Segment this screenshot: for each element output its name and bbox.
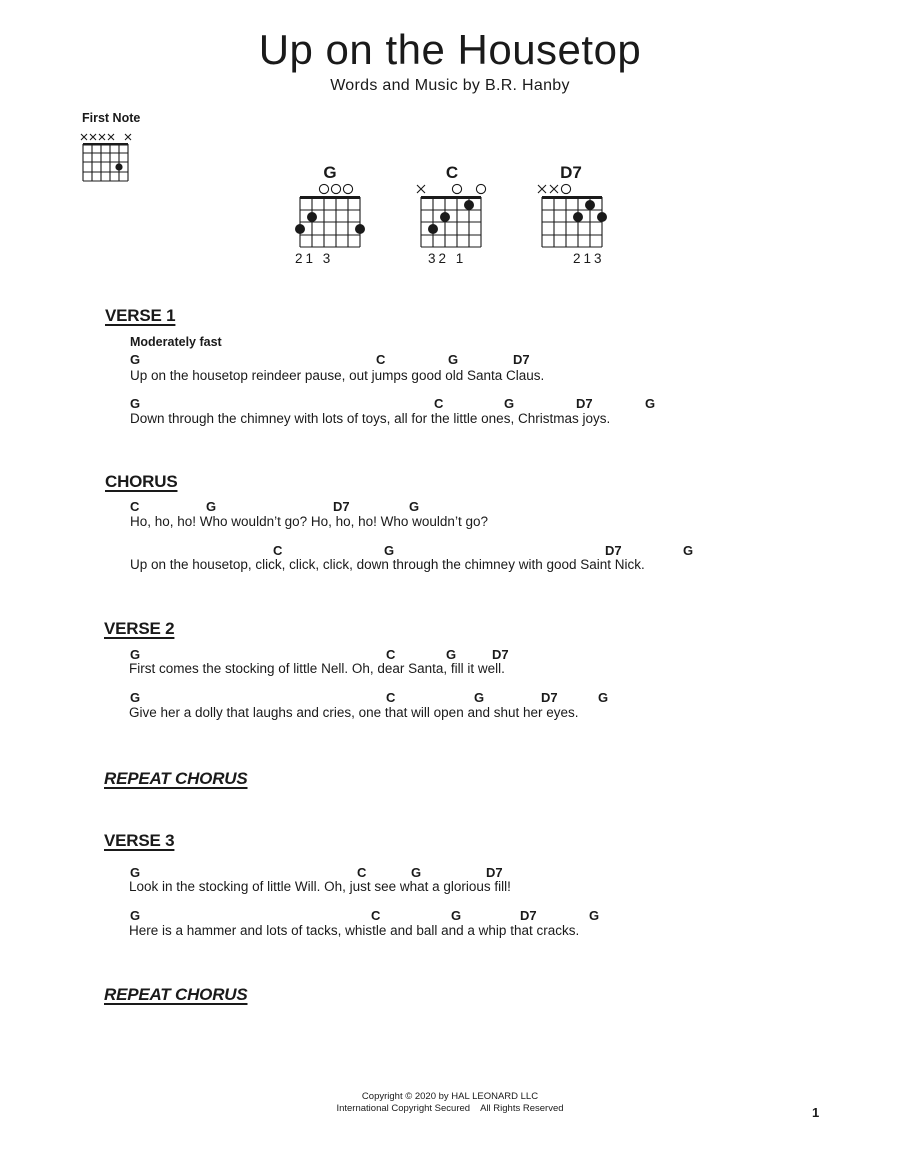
finger-dot — [573, 212, 583, 222]
open-string — [343, 184, 352, 193]
lyric-line: Up on the housetop, click, click, click, down through the chimney with good Saint Nick. — [130, 557, 645, 572]
chord-diagram-c — [411, 180, 491, 252]
finger-dot — [585, 200, 595, 210]
chord-symbol: C — [357, 865, 367, 880]
chord-line — [0, 396, 900, 412]
mute-mark — [550, 185, 558, 193]
chord-diagram-g — [290, 180, 370, 252]
mute-mark — [81, 134, 87, 140]
chord-symbol: G — [474, 690, 485, 705]
chord-symbol: G — [384, 543, 395, 558]
copyright-notice — [0, 1091, 900, 1115]
chord-symbol: G — [645, 396, 656, 411]
finger-dot — [295, 224, 305, 234]
chord-symbol: G — [130, 352, 141, 367]
chord-symbol: D7 — [333, 499, 350, 514]
open-string — [561, 184, 570, 193]
chord-symbol: C — [371, 908, 381, 923]
chord-symbol: G — [130, 865, 141, 880]
page-number: 1 — [812, 1105, 820, 1120]
chord-symbol: G — [446, 647, 457, 662]
finger-dot — [464, 200, 474, 210]
lyric-line: Here is a hammer and lots of tacks, whistle and ball and a whip that cracks. — [129, 923, 580, 938]
mute-mark — [99, 134, 105, 140]
open-string — [319, 184, 328, 193]
chord-symbol: D7 — [520, 908, 537, 923]
section-heading-chorus: CHORUS — [105, 472, 178, 491]
section-heading-repeat-chorus: REPEAT CHORUS — [104, 985, 248, 1004]
chord-symbol: G — [451, 908, 462, 923]
mute-mark — [125, 134, 131, 140]
copyright-line: International Copyright Secured All Rights Reserved — [336, 1103, 564, 1114]
section-heading-repeat-chorus: REPEAT CHORUS — [104, 769, 248, 788]
chord-symbol: C — [434, 396, 444, 411]
fingering-c: 32 1 — [428, 251, 467, 266]
lyric-line: Ho, ho, ho! Who wouldn’t go? Ho, ho, ho! Who wouldn’t go? — [130, 514, 488, 529]
chord-line — [0, 352, 900, 368]
chord-symbol: C — [386, 690, 396, 705]
mute-mark — [417, 185, 425, 193]
song-credits: Words and Music by B.R. Hanby — [330, 77, 570, 94]
lyric-line: First comes the stocking of little Nell. Oh, dear Santa, fill it well. — [129, 661, 505, 676]
first-note-label: First Note — [82, 111, 141, 125]
chord-diagram-d7 — [532, 180, 612, 252]
section-heading-verse-2: VERSE 2 — [104, 619, 175, 638]
chord-symbol: D7 — [605, 543, 622, 558]
chord-symbol: C — [386, 647, 396, 662]
open-string — [331, 184, 340, 193]
finger-dot — [355, 224, 365, 234]
chord-name-d7: D7 — [560, 163, 582, 182]
chord-line — [0, 908, 900, 924]
finger-dot — [597, 212, 607, 222]
chord-line — [0, 499, 900, 515]
chord-symbol: G — [683, 543, 694, 558]
chord-symbol: G — [411, 865, 422, 880]
chord-symbol: G — [504, 396, 515, 411]
mute-mark — [538, 185, 546, 193]
lyric-line: Look in the stocking of little Will. Oh, just see what a glorious fill! — [129, 879, 511, 894]
chord-symbol: G — [448, 352, 459, 367]
chord-symbol: D7 — [486, 865, 503, 880]
tempo-marking: Moderately fast — [130, 335, 222, 349]
chord-symbol: D7 — [576, 396, 593, 411]
chord-symbol: D7 — [492, 647, 509, 662]
lyric-line: Down through the chimney with lots of toys, all for the little ones, Christmas joys. — [130, 411, 611, 426]
chord-symbol: G — [130, 690, 141, 705]
note-dot — [115, 163, 122, 170]
mute-mark — [90, 134, 96, 140]
finger-dot — [428, 224, 438, 234]
chord-symbol: G — [130, 396, 141, 411]
chord-symbol: C — [376, 352, 386, 367]
open-string — [476, 184, 485, 193]
chord-symbol: G — [589, 908, 600, 923]
copyright-line: Copyright © 2020 by HAL LEONARD LLC — [361, 1091, 539, 1102]
lyric-line: Give her a dolly that laughs and cries, one that will open and shut her eyes. — [129, 705, 579, 720]
chord-name-g: G — [323, 163, 337, 182]
chord-symbol: D7 — [541, 690, 558, 705]
first-note-diagram — [78, 130, 138, 186]
chord-symbol: G — [130, 908, 141, 923]
section-heading-verse-3: VERSE 3 — [104, 831, 175, 850]
mute-mark — [108, 134, 114, 140]
chord-symbol: G — [206, 499, 217, 514]
song-title: Up on the Housetop — [258, 26, 642, 73]
chord-symbol: G — [130, 647, 141, 662]
chord-symbol: C — [273, 543, 283, 558]
finger-dot — [440, 212, 450, 222]
chord-symbol: G — [598, 690, 609, 705]
chord-name-c: C — [445, 163, 459, 182]
chord-symbol: C — [130, 499, 140, 514]
finger-dot — [307, 212, 317, 222]
chord-symbol: D7 — [513, 352, 530, 367]
lyric-line: Up on the housetop reindeer pause, out jumps good old Santa Claus. — [130, 368, 545, 383]
chord-symbol: G — [409, 499, 420, 514]
chord-line — [0, 690, 900, 706]
fingering-g: 21 3 — [295, 251, 334, 266]
section-heading-verse-1: VERSE 1 — [105, 306, 176, 325]
fingering-d7: 213 — [573, 251, 605, 266]
open-string — [452, 184, 461, 193]
